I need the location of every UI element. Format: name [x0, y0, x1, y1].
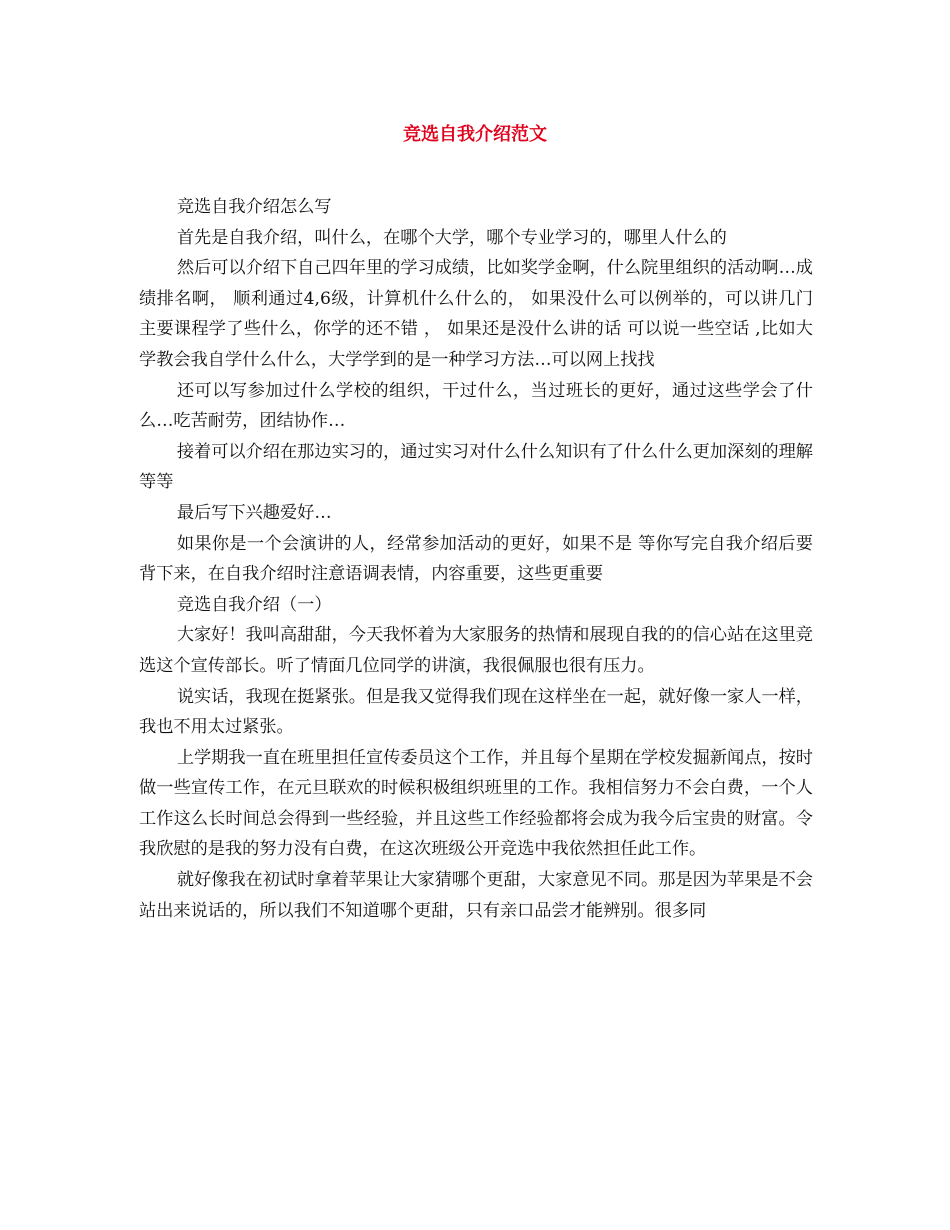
paragraph: 大家好！我叫高甜甜，今天我怀着为大家服务的热情和展现自我的的信心站在这里竞选这个宣传部长。听了情面几位同学的讲演，我很佩服也很有压力。 [139, 625, 813, 676]
paragraph: 上学期我一直在班里担任宣传委员这个工作，并且每个星期在学校发掘新闻点，按时做一些宣传工作，在元旦联欢的时候积极组织班里的工作。我相信努力不会白费，一个人工作这么长时间总会得到一些经验，并且这些工作经验都将会成为我今后宝贵的财富。令我欣慰的是我的努力没有白费，在这次班级公开竞选中我依然担任此工作。 [139, 747, 813, 860]
paragraph: 说实话，我现在挺紧张。但是我又觉得我们现在这样坐在一起，就好像一家人一样，我也不用太过紧张。 [139, 686, 813, 738]
paragraph: 竞选自我介绍怎么写 [176, 197, 332, 217]
document-title: 竞选自我介绍范文 [403, 124, 547, 145]
paragraph: 最后写下兴趣爱好… [176, 502, 332, 523]
document-body [139, 192, 813, 926]
paragraph: 还可以写参加过什么学校的组织，干过什么，当过班长的更好，通过这些学会了什么…吃苦耐劳，团结协作… [139, 380, 813, 432]
paragraph: 接着可以介绍在那边实习的，通过实习对什么什么知识有了什么什么更加深刻的理解等等 [139, 441, 813, 493]
paragraph: 如果你是一个会演讲的人，经常参加活动的更好，如果不是 等你写完自我介绍后要背下来，在自我介绍时注意语调表情，内容重要，这些更重要 [139, 533, 813, 585]
paragraph: 然后可以介绍下自己四年里的学习成绩，比如奖学金啊，什么院里组织的活动啊…成绩排名啊， 顺利通过4,6级，计算机什么什么的， 如果没什么可以例举的，可以讲几门主要课程学了些什么，你学的还不错 ， 如果还是没什么讲的话 可以说一些空话 ,比如大学教会我自学什么什么，大学学到的是一种学习方法…可以网上找找 [139, 258, 813, 370]
section-heading: 竞选自我介绍（一） [176, 594, 332, 615]
paragraph: 就好像我在初试时拿着苹果让大家猜哪个更甜，大家意见不同。那是因为苹果是不会站出来说话的，所以我们不知道哪个更甜，只有亲口品尝才能辨别。很多同 [139, 870, 813, 921]
paragraph: 首先是自我介绍，叫什么，在哪个大学，哪个专业学习的，哪里人什么的 [176, 227, 727, 248]
